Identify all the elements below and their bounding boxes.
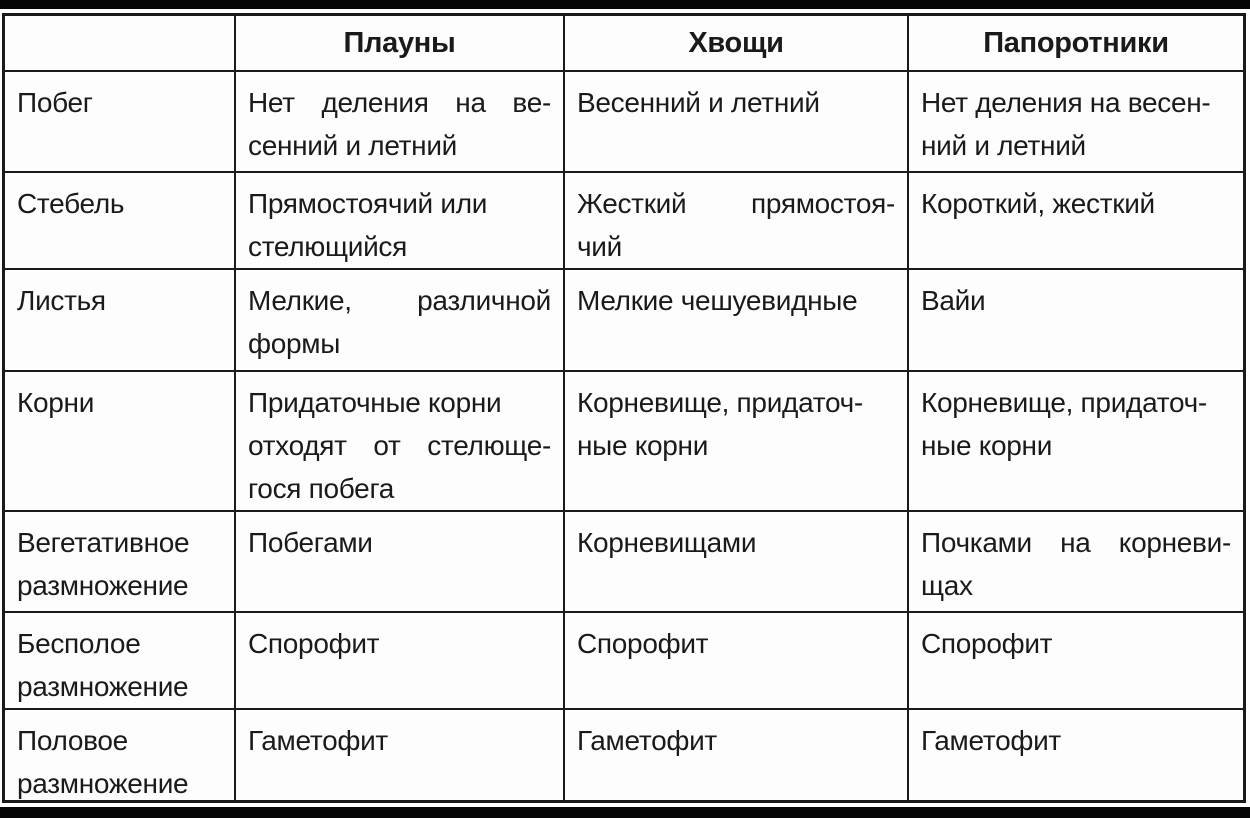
cell-line: отходят от стелюще- (248, 430, 551, 461)
cell-line: Побегами (248, 527, 373, 558)
cell-line: Корневище, придаточ- (921, 387, 1207, 418)
table-cell (909, 613, 1243, 710)
row-header: Половое размножение (5, 710, 236, 800)
cell-line: Гаметофит (577, 725, 717, 756)
cell-line: ний и летний (921, 130, 1086, 161)
top-rule (0, 0, 1250, 9)
row-header: Стебель (5, 173, 236, 270)
table-cell (565, 512, 909, 613)
cell-line: Гаметофит (921, 725, 1061, 756)
table-cell (236, 72, 565, 173)
cell-line: Почками на корневи- (921, 527, 1231, 558)
table-cell (909, 710, 1243, 800)
bottom-rule (0, 807, 1250, 818)
cell-line: сенний и летний (248, 130, 458, 161)
cell-line: Спорофит (921, 628, 1053, 659)
cell-line: Жесткий прямостоя- (577, 188, 895, 219)
table-cell (565, 613, 909, 710)
cell-line: стелющийся (248, 231, 407, 262)
cell-line: Корневищами (577, 527, 757, 558)
cell-line: Спорофит (248, 628, 380, 659)
table-cell (236, 710, 565, 800)
row-header: Листья (5, 270, 236, 372)
cell-line: гося побега (248, 473, 395, 504)
table-cell (565, 372, 909, 512)
row-header: Бесполое размножение (5, 613, 236, 710)
cell-line: Короткий, жесткий (921, 188, 1155, 219)
table-cell (909, 173, 1243, 270)
comparison-table (2, 13, 1246, 803)
column-header: Плауны (236, 16, 565, 72)
row-header: Корни (5, 372, 236, 512)
cell-line: ные корни (577, 430, 709, 461)
cell-line: Прямостоячий или (248, 188, 488, 219)
cell-line: чий (577, 231, 622, 262)
table-cell (565, 173, 909, 270)
table-cell (236, 512, 565, 613)
cell-line: Спорофит (577, 628, 709, 659)
corner-cell (5, 16, 236, 72)
cell-line: Вайи (921, 285, 986, 316)
row-header: Побег (5, 72, 236, 173)
table-cell (236, 270, 565, 372)
cell-line: Придаточные корни (248, 387, 502, 418)
table-cell (236, 613, 565, 710)
cell-line: Корневище, придаточ- (577, 387, 863, 418)
table-cell (909, 512, 1243, 613)
cell-line: Гаметофит (248, 725, 388, 756)
cell-line: щах (921, 570, 973, 601)
table-cell (909, 270, 1243, 372)
cell-line: формы (248, 328, 341, 359)
cell-line: Нет деления на весен- (921, 87, 1211, 118)
table-cell (565, 270, 909, 372)
table-cell (909, 372, 1243, 512)
table-cell (565, 710, 909, 800)
table-cell (909, 72, 1243, 173)
column-header: Папоротники (909, 16, 1243, 72)
column-header: Хвощи (565, 16, 909, 72)
cell-line: ные корни (921, 430, 1053, 461)
cell-line: Мелкие чешуевидные (577, 285, 858, 316)
cell-line: Весенний и летний (577, 87, 820, 118)
row-header: Вегетативное размножение (5, 512, 236, 613)
table-cell (565, 72, 909, 173)
cell-line: Мелкие, различной (248, 285, 551, 316)
table-cell (236, 372, 565, 512)
cell-line: Нет деления на ве- (248, 87, 551, 118)
table-cell (236, 173, 565, 270)
